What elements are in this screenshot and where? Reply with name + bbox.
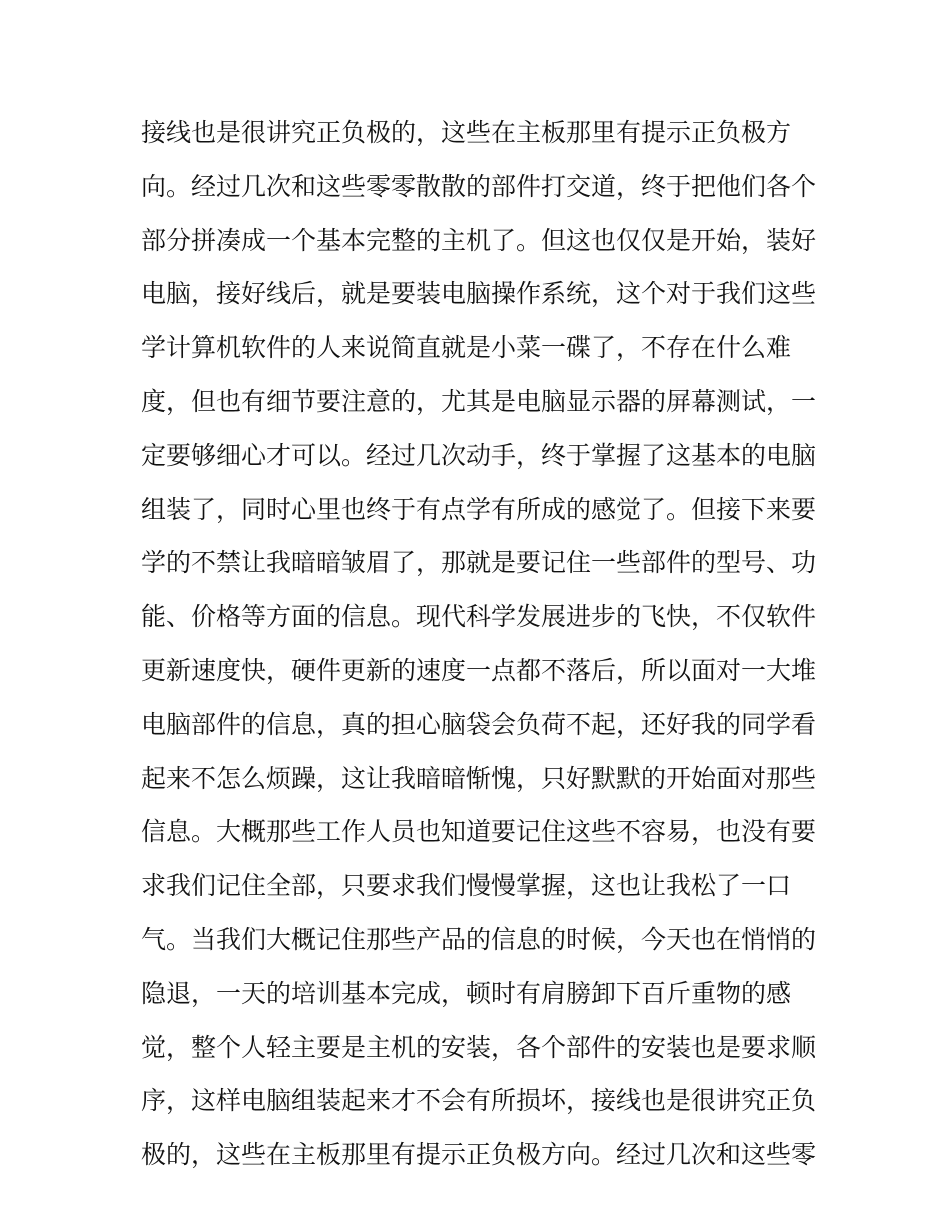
text-line: 更新速度快，硬件更新的速度一点都不落后，所以面对一大堆 (141, 655, 817, 685)
text-line: 极的，这些在主板那里有提示正负极方向。经过几次和这些零 (141, 1140, 817, 1170)
text-line: 序，这样电脑组装起来才不会有所损坏，接线也是很讲究正负 (141, 1086, 817, 1116)
text-line: 起来不怎么烦躁，这让我暗暗惭愧，只好默默的开始面对那些 (141, 763, 817, 793)
text-line: 度，但也有细节要注意的，尤其是电脑显示器的屏幕测试，一 (141, 386, 817, 416)
text-line: 电脑部件的信息，真的担心脑袋会负荷不起，还好我的同学看 (141, 709, 817, 739)
body-text (141, 106, 821, 1182)
text-line: 气。当我们大概记住那些产品的信息的时候，今天也在悄悄的 (141, 924, 817, 954)
text-line: 觉，整个人轻主要是主机的安装，各个部件的安装也是要求顺 (141, 1032, 817, 1062)
text-line: 学的不禁让我暗暗皱眉了，那就是要记住一些部件的型号、功 (141, 548, 817, 578)
text-line: 隐退，一天的培训基本完成，顿时有肩膀卸下百斤重物的感 (141, 978, 792, 1008)
text-line: 电脑，接好线后，就是要装电脑操作系统，这个对于我们这些 (141, 279, 817, 309)
text-line: 信息。大概那些工作人员也知道要记住这些不容易，也没有要 (141, 817, 817, 847)
text-line: 学计算机软件的人来说简直就是小菜一碟了，不存在什么难 (141, 333, 792, 363)
text-line: 定要够细心才可以。经过几次动手，终于掌握了这基本的电脑 (141, 440, 817, 470)
text-line: 能、价格等方面的信息。现代科学发展进步的飞快，不仅软件 (141, 602, 817, 632)
text-line: 求我们记住全部，只要求我们慢慢掌握，这也让我松了一口 (141, 871, 792, 901)
text-line: 接线也是很讲究正负极的，这些在主板那里有提示正负极方 (141, 118, 792, 147)
text-line: 部分拼凑成一个基本完整的主机了。但这也仅仅是开始，装好 (141, 225, 817, 255)
text-line: 向。经过几次和这些零零散散的部件打交道，终于把他们各个 (141, 171, 817, 201)
text-line: 组装了，同时心里也终于有点学有所成的感觉了。但接下来要 (141, 494, 817, 524)
